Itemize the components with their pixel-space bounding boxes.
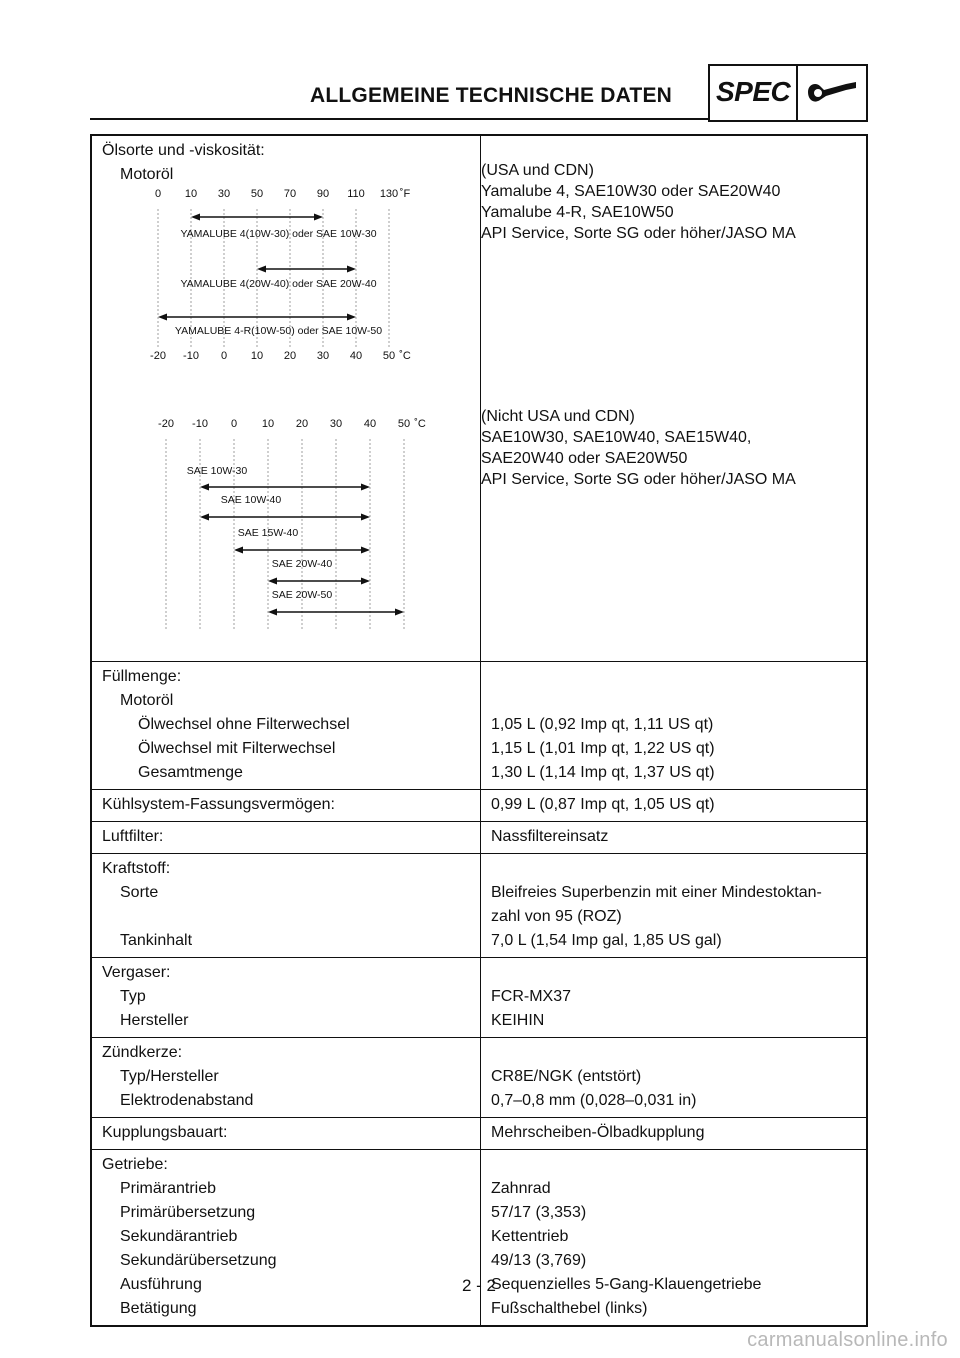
- range-arrow-head-left: [268, 609, 277, 616]
- gear-row: [92, 1149, 866, 1325]
- series-label: SAE 10W-30: [186, 465, 248, 477]
- gear-item-label: Primärübersetzung: [120, 1204, 256, 1221]
- gear-item-value: Sequenzielles 5-Gang-Klauengetriebe: [491, 1276, 762, 1293]
- range-arrow-head-right: [361, 484, 370, 491]
- oil-nonus-line: SAE20W40 oder SAE20W50: [481, 450, 688, 467]
- clutch-label: Kupplungsbauart:: [102, 1124, 228, 1141]
- spark-item-value: 0,7–0,8 mm (0,028–0,031 in): [491, 1092, 697, 1109]
- range-arrow-head-left: [200, 514, 209, 521]
- range-arrow-head-left: [158, 314, 167, 321]
- oil-row: [92, 136, 866, 661]
- series-label: YAMALUBE 4(10W-30) oder SAE 10W-30: [180, 228, 377, 240]
- wrench-icon: [806, 78, 858, 106]
- capacity-item-label: Ölwechsel mit Filterwechsel: [138, 740, 336, 757]
- range-arrow-head-right: [361, 578, 370, 585]
- coolant-label: Kühlsystem-Fassungsvermögen:: [102, 796, 335, 813]
- top-tick-label: 50: [397, 418, 411, 430]
- coolant-value: 0,99 L (0,87 Imp qt, 1,05 US qt): [491, 796, 715, 813]
- fuel-type-value-cont: zahl von 95 (ROZ): [491, 908, 622, 925]
- capacity-sub: Motoröl: [120, 692, 174, 709]
- range-arrow-head-left: [200, 484, 209, 491]
- oil-nonus-line: API Service, Sorte SG oder höher/JASO MA: [481, 471, 796, 488]
- capacity-item-label: Gesamtmenge: [138, 764, 243, 781]
- fuel-label: Kraftstoff:: [102, 860, 171, 877]
- oil-us-line: Yamalube 4-R, SAE10W50: [481, 204, 674, 221]
- carb-item-value: KEIHIN: [491, 1012, 545, 1029]
- top-tick-label: 130: [379, 188, 399, 200]
- range-arrow-head-left: [191, 214, 200, 221]
- page-number: 2 - 2: [462, 1276, 497, 1295]
- range-arrow-head-right: [361, 547, 370, 554]
- top-unit-label: ˚F: [399, 188, 411, 200]
- capacity-item-value: 1,05 L (0,92 Imp qt, 1,11 US qt): [491, 716, 714, 733]
- top-unit-label: ˚C: [414, 418, 426, 430]
- top-tick-label: 90: [316, 188, 330, 200]
- top-tick-label: 0: [230, 418, 238, 430]
- series-label: YAMALUBE 4(20W-40) oder SAE 20W-40: [180, 278, 377, 290]
- spark-item-label: Elektrodenabstand: [120, 1092, 254, 1109]
- bottom-tick-label: 50: [382, 350, 396, 362]
- top-tick-label: 110: [347, 188, 365, 200]
- top-tick-label: 50: [250, 188, 264, 200]
- oil-nonus-heading: (Nicht USA und CDN): [481, 408, 635, 425]
- bottom-tick-label: 40: [349, 350, 363, 362]
- gear-item-label: Ausführung: [120, 1276, 202, 1293]
- oil-charts: [102, 187, 472, 657]
- range-arrow-head-right: [395, 609, 404, 616]
- clutch-row: [92, 1117, 866, 1149]
- top-tick-label: 70: [283, 188, 297, 200]
- oil-us-spec: [481, 160, 796, 244]
- bottom-tick-label: 20: [283, 350, 297, 362]
- top-tick-label: 0: [154, 188, 162, 200]
- capacity-item-label: Ölwechsel ohne Filterwechsel: [138, 716, 350, 733]
- top-tick-label: -20: [158, 418, 174, 430]
- range-arrow-head-left: [268, 578, 277, 585]
- spec-label: SPEC: [716, 76, 791, 107]
- bottom-unit-label: ˚C: [399, 350, 411, 362]
- range-arrow-head-right: [347, 266, 356, 273]
- gear-item-value: 49/13 (3,769): [491, 1252, 587, 1269]
- spec-badge: [708, 64, 868, 122]
- top-tick-label: 10: [261, 418, 275, 430]
- gear-item-value: Fußschalthebel (links): [491, 1300, 648, 1317]
- spec-table: [90, 134, 868, 1327]
- bottom-tick-label: 0: [220, 350, 228, 362]
- viscosity-charts: [102, 187, 472, 637]
- fuel-type-label: Sorte: [120, 884, 159, 901]
- oil-us-line: Yamalube 4, SAE10W30 oder SAE20W40: [481, 183, 781, 200]
- watermark: carmanualsonline.info: [747, 1329, 948, 1351]
- carb-item-label: Hersteller: [120, 1012, 189, 1029]
- gear-item-value: Kettentrieb: [491, 1228, 569, 1245]
- capacity-item-value: 1,30 L (1,14 Imp qt, 1,37 US qt): [491, 764, 715, 781]
- bottom-tick-label: -10: [183, 350, 199, 362]
- carb-row: [92, 957, 866, 1037]
- series-label: SAE 10W-40: [220, 494, 282, 506]
- airfilter-row: [92, 821, 866, 853]
- spark-row: [92, 1037, 866, 1117]
- fuel-type-value: Bleifreies Superbenzin mit einer Mindestoktan-: [491, 884, 822, 901]
- oil-nonus-line: SAE10W30, SAE10W40, SAE15W40,: [481, 429, 752, 446]
- range-arrow-head-right: [361, 514, 370, 521]
- oil-us-line: API Service, Sorte SG oder höher/JASO MA: [481, 225, 796, 242]
- clutch-value: Mehrscheiben-Ölbadkupplung: [491, 1124, 705, 1141]
- page-title: ALLGEMEINE TECHNISCHE DATEN: [310, 84, 673, 107]
- airfilter-value: Nassfiltereinsatz: [491, 828, 609, 845]
- carb-item-value: FCR-MX37: [491, 988, 572, 1005]
- range-arrow-head-right: [347, 314, 356, 321]
- series-label: SAE 15W-40: [237, 527, 299, 539]
- oil-sub-label: Motoröl: [120, 166, 174, 183]
- fuel-tank-label: Tankinhalt: [120, 932, 193, 949]
- airfilter-label: Luftfilter:: [102, 828, 164, 845]
- gear-item-value: 57/17 (3,353): [491, 1204, 587, 1221]
- top-tick-label: 40: [363, 418, 377, 430]
- capacity-item-value: 1,15 L (1,01 Imp qt, 1,22 US qt): [491, 740, 715, 757]
- gear-label: Getriebe:: [102, 1156, 168, 1173]
- gear-item-label: Betätigung: [120, 1300, 197, 1317]
- spec-divider: [796, 66, 798, 120]
- capacity-row: [92, 661, 866, 789]
- top-tick-label: -10: [192, 418, 208, 430]
- spark-item-value: CR8E/NGK (entstört): [491, 1068, 642, 1085]
- oil-nonus-spec: [481, 406, 796, 490]
- carb-label: Vergaser:: [102, 964, 171, 981]
- bottom-tick-label: -20: [150, 350, 166, 362]
- spark-item-label: Typ/Hersteller: [120, 1068, 219, 1085]
- gear-item-label: Sekundärantrieb: [120, 1228, 238, 1245]
- series-label: YAMALUBE 4-R(10W-50) oder SAE 10W-50: [174, 325, 383, 337]
- fuel-row: [92, 853, 866, 957]
- bottom-tick-label: 30: [316, 350, 330, 362]
- top-tick-label: 30: [217, 188, 231, 200]
- gear-item-value: Zahnrad: [491, 1180, 551, 1197]
- gear-item-label: Sekundärübersetzung: [120, 1252, 277, 1269]
- oil-us-heading: (USA und CDN): [481, 162, 594, 179]
- series-label: SAE 20W-40: [271, 558, 333, 570]
- carb-item-label: Typ: [120, 988, 146, 1005]
- range-arrow-head-left: [257, 266, 266, 273]
- bottom-tick-label: 10: [250, 350, 264, 362]
- gear-item-label: Primärantrieb: [120, 1180, 217, 1197]
- capacity-label: Füllmenge:: [102, 668, 182, 685]
- range-arrow-head-right: [314, 214, 323, 221]
- top-tick-label: 10: [184, 188, 198, 200]
- top-tick-label: 30: [329, 418, 343, 430]
- spark-label: Zündkerze:: [102, 1044, 183, 1061]
- coolant-row: [92, 789, 866, 821]
- fuel-tank-value: 7,0 L (1,54 Imp gal, 1,85 US gal): [491, 932, 722, 949]
- series-label: SAE 20W-50: [271, 589, 333, 601]
- range-arrow-head-left: [234, 547, 243, 554]
- top-tick-label: 20: [295, 418, 309, 430]
- oil-section-label: Ölsorte und -viskosität:: [102, 142, 265, 159]
